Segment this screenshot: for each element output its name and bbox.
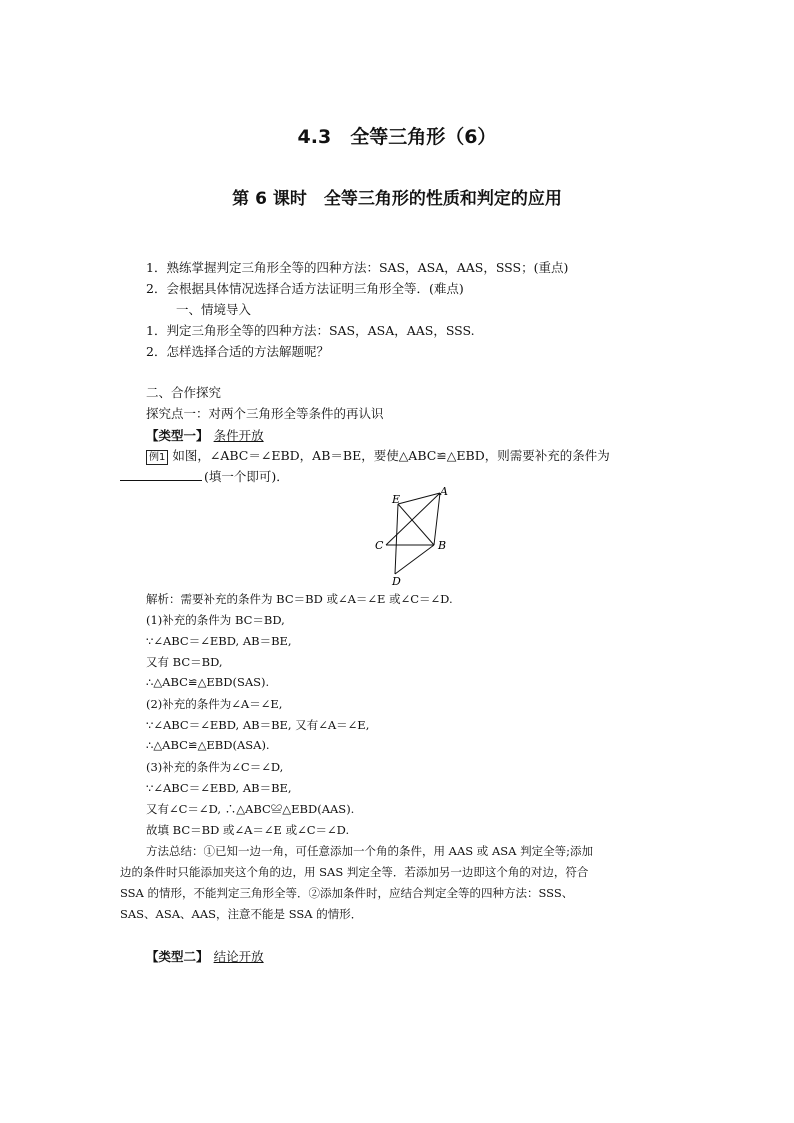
answer-blank xyxy=(120,468,202,481)
example-1-line2 xyxy=(120,467,289,485)
summary-line-2: 边的条件时只能添加夹这个角的边，用 SAS 判定全等．若添加另一边即这个角的对边，符合 xyxy=(120,865,589,879)
lesson-subtitle: 第 6 课时 全等三角形的性质和判定的应用 xyxy=(232,189,562,209)
line-ED xyxy=(395,504,398,574)
type2-row xyxy=(146,946,264,965)
type2-tag: 【类型二】 xyxy=(146,949,209,964)
solution-line-5: ∴△ABC≌△EBD(SAS). xyxy=(146,675,270,689)
solution-line-7: ∵∠ABC＝∠EBD, AB＝BE, 又有∠A＝∠E, xyxy=(146,718,370,732)
example-fill-hint: (填一个即可)． xyxy=(204,469,289,484)
goal-1: 1．熟练掌握判定三角形全等的四种方法：SAS，ASA，AAS，SSS；(重点) xyxy=(146,260,569,275)
label-D: D xyxy=(392,575,401,588)
solution-line-3: ∵∠ABC＝∠EBD, AB＝BE, xyxy=(146,634,292,648)
type2-name: 结论开放 xyxy=(213,949,264,964)
solution-line-8: ∴△ABC≌△EBD(ASA). xyxy=(146,738,270,752)
solution-line-1: 解析：需要补充的条件为 BC＝BD 或∠A＝∠E 或∠C＝∠D. xyxy=(146,592,453,606)
summary-line-3: SSA 的情形，不能判定三角形全等．②添加条件时，应结合判定全等的四种方法：SSS、 xyxy=(120,886,574,900)
summary-line-1: 方法总结：①已知一边一角，可任意添加一个角的条件，用 AAS 或 ASA 判定全等;添加 xyxy=(146,844,593,858)
triangle-figure xyxy=(370,484,460,588)
label-E: E xyxy=(392,493,401,506)
line-EB xyxy=(398,504,434,545)
solution-line-11: 又有∠C＝∠D, ∴△ABC≌△EBD(AAS). xyxy=(146,802,355,816)
section1-heading: 一、情境导入 xyxy=(176,302,252,317)
line-BD xyxy=(395,545,434,574)
page-title: 4.3 全等三角形（6） xyxy=(297,126,497,148)
example-badge: 例1 xyxy=(146,450,168,465)
solution-line-6: (2)补充的条件为∠A＝∠E, xyxy=(146,697,283,711)
goal-2: 2．会根据具体情况选择合适方法证明三角形全等．(难点) xyxy=(146,281,464,296)
label-B: B xyxy=(438,539,447,552)
line-AB xyxy=(434,493,440,545)
explore-point-1: 探究点一：对两个三角形全等条件的再认识 xyxy=(146,406,384,421)
solution-line-9: (3)补充的条件为∠C＝∠D, xyxy=(146,760,284,774)
section1-item-2: 2．怎样选择合适的方法解题呢？ xyxy=(146,344,329,359)
summary-line-4: SAS、ASA、AAS，注意不能是 SSA 的情形． xyxy=(120,907,363,921)
solution-line-10: ∵∠ABC＝∠EBD, AB＝BE, xyxy=(146,781,292,795)
label-C: C xyxy=(375,539,384,552)
solution-line-2: (1)补充的条件为 BC＝BD, xyxy=(146,613,285,627)
label-A: A xyxy=(440,485,448,498)
type1-row xyxy=(146,425,264,444)
type1-tag: 【类型一】 xyxy=(146,428,209,443)
section1-item-1: 1．判定三角形全等的四种方法：SAS，ASA，AAS，SSS. xyxy=(146,323,475,338)
solution-line-12: 故填 BC＝BD 或∠A＝∠E 或∠C＝∠D. xyxy=(146,823,350,837)
section2-heading: 二、合作探究 xyxy=(146,385,222,400)
example-1-line1 xyxy=(146,446,610,465)
example-text: 如图，∠ABC＝∠EBD，AB＝BE，要使△ABC≌△EBD，则需要补充的条件为 xyxy=(172,448,610,463)
solution-line-4: 又有 BC＝BD, xyxy=(146,655,223,669)
type1-name: 条件开放 xyxy=(213,428,264,443)
